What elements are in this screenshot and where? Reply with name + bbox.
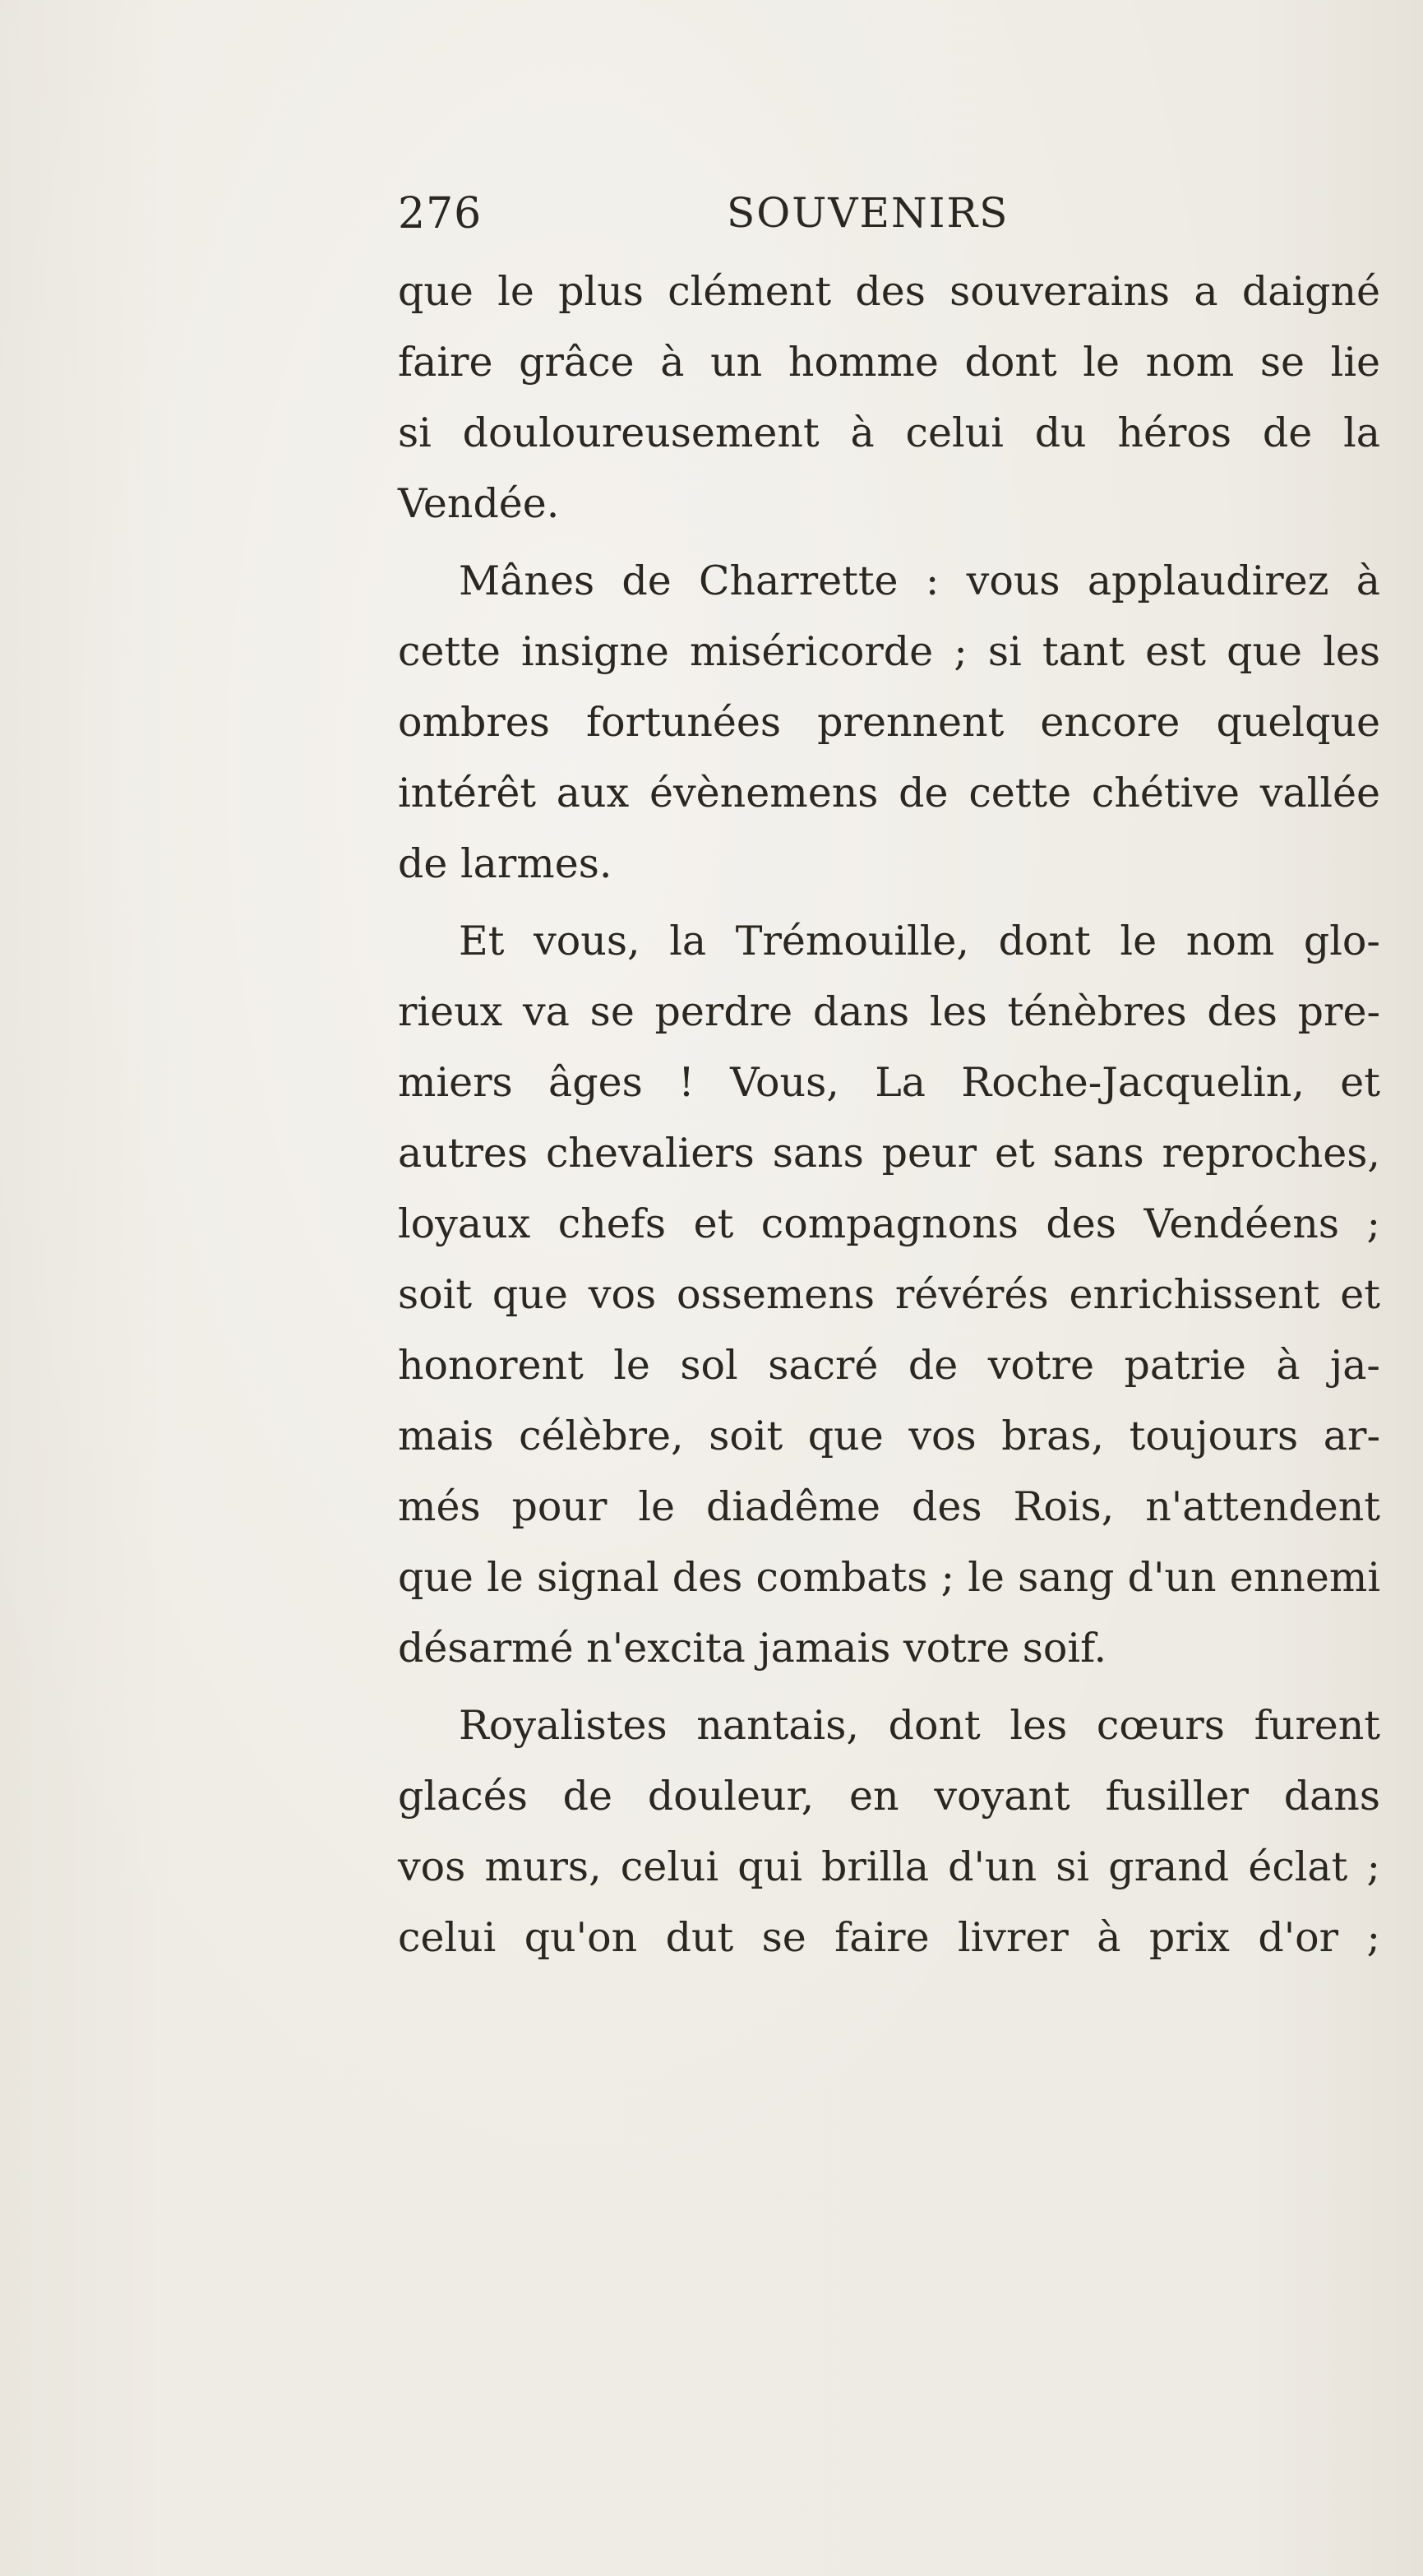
text-line: cette insigne miséricorde ; si tant est que les xyxy=(398,628,1380,675)
text-line: soit que vos ossemens révérés enrichissent et xyxy=(398,1271,1380,1318)
text-line: Vendée. xyxy=(398,480,560,527)
text-line: ombres fortunées prennent encore quelque xyxy=(398,699,1380,746)
paragraph-first-line: Royalistes nantais, dont les cœurs furent xyxy=(459,1702,1380,1749)
paragraph-first-line: Mânes de Charrette : vous applaudirez à xyxy=(459,557,1380,604)
page-header xyxy=(398,183,1072,248)
text-line: faire grâce à un homme dont le nom se lie xyxy=(398,339,1380,386)
text-line: mais célèbre, soit que vos bras, toujours ar- xyxy=(398,1413,1380,1459)
text-line: rieux va se perdre dans les ténèbres des pre- xyxy=(398,988,1380,1035)
text-line: intérêt aux évènemens de cette chétive vallée xyxy=(398,770,1380,816)
text-line: autres chevaliers sans peur et sans reproches, xyxy=(398,1130,1380,1177)
text-line: de larmes. xyxy=(398,840,612,887)
text-line: miers âges ! Vous, La Roche-Jacquelin, et xyxy=(398,1059,1380,1106)
body-text xyxy=(398,257,1380,1973)
text-line: loyaux chefs et compagnons des Vendéens ; xyxy=(398,1200,1380,1247)
text-line: que le signal des combats ; le sang d'un ennemi xyxy=(398,1554,1380,1601)
text-line: celui qu'on dut se faire livrer à prix d'or ; xyxy=(398,1914,1380,1961)
text-line: honorent le sol sacré de votre patrie à ja- xyxy=(398,1342,1380,1389)
text-line: vos murs, celui qui brilla d'un si grand éclat ; xyxy=(398,1843,1380,1890)
running-title: SOUVENIRS xyxy=(727,189,1009,237)
text-line: més pour le diadême des Rois, n'attendent xyxy=(398,1483,1380,1530)
text-line: si douloureusement à celui du héros de la xyxy=(398,409,1380,456)
text-line: désarmé n'excita jamais votre soif. xyxy=(398,1625,1107,1672)
text-line: que le plus clément des souverains a daigné xyxy=(398,268,1380,315)
text-line: glacés de douleur, en voyant fusiller dans xyxy=(398,1773,1380,1820)
page-number: 276 xyxy=(398,189,483,238)
paragraph-first-line: Et vous, la Trémouille, dont le nom glo- xyxy=(459,918,1380,964)
